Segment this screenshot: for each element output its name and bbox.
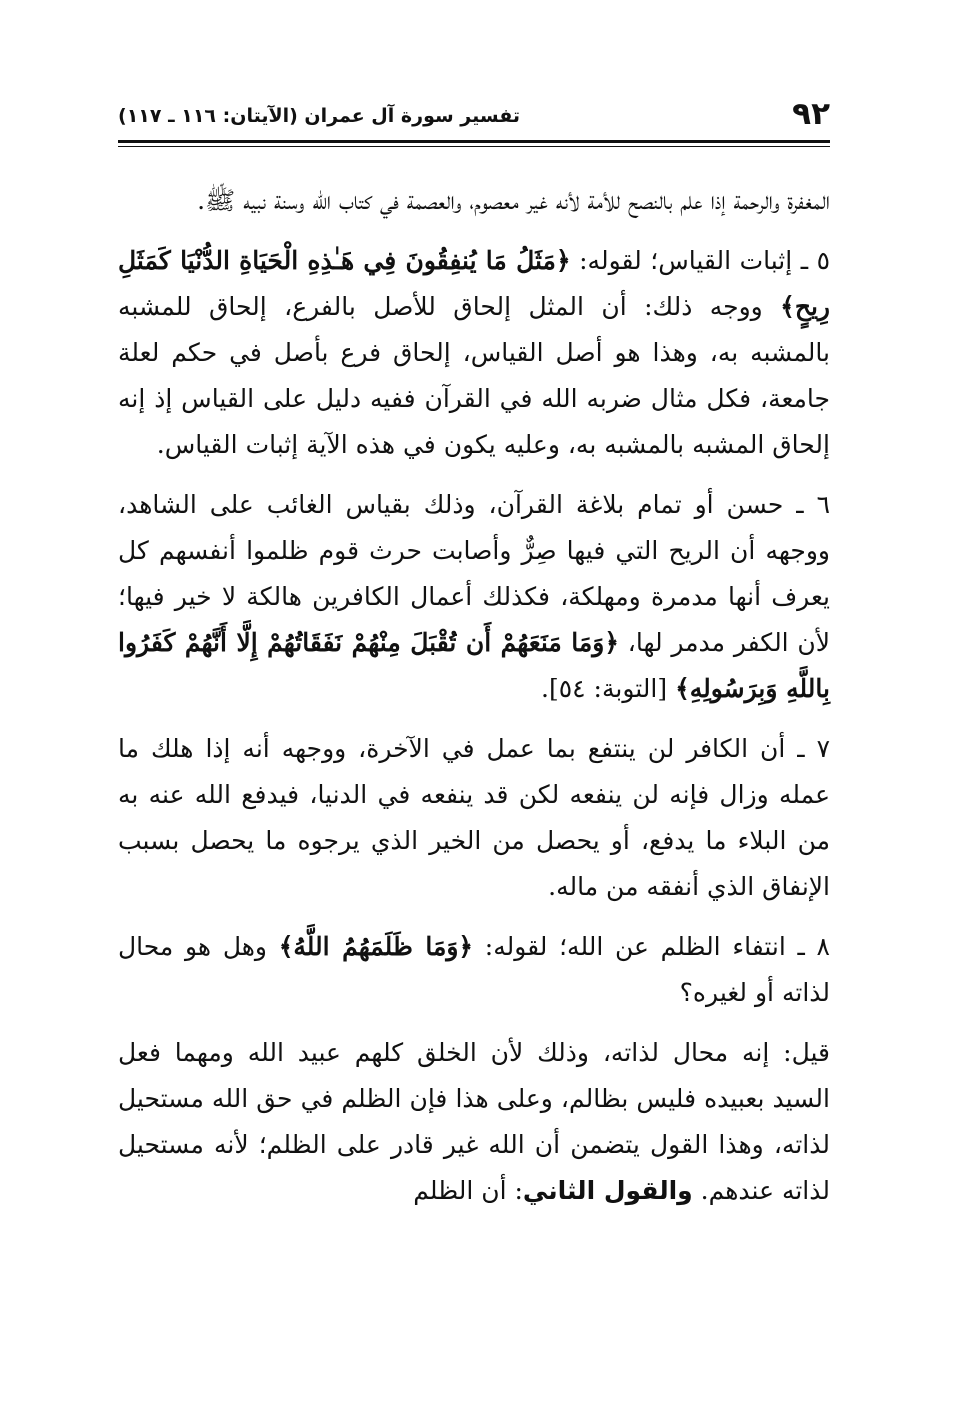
paragraph-1: [118, 178, 830, 224]
header-rule-thin: [118, 146, 830, 147]
body-text: [118, 178, 830, 1228]
paragraph-3: [118, 482, 830, 712]
paragraph-text: ٥ ـ إثبات القياس؛ لقوله:: [570, 246, 830, 275]
quran-verse: ﴿وَمَا مَنَعَهُمْ أَن تُقْبَلَ مِنْهُمْ نَفَقَاتُهُمْ إِلَّا أَنَّهُمْ كَفَرُوا بِاللَّهِ وَبِرَسُولِهِ﴾: [118, 628, 830, 703]
paragraph-text: ٧ ـ أن الكافر لن ينتفع بما عمل في الآخرة، ووجهه أنه إذا هلك ما عمله وزال فإنه لن ينفعه لكن قد ينفعه في الدنيا، فيدفع الله عنه به من البلاء ما يدفع، أو يحصل من الخير الذي يرجوه ما يحصل بسبب الإنفاق الذي أنفقه من ماله.: [118, 734, 830, 901]
paragraph-text: قيل: إنه محال لذاته، وذلك لأن الخلق كلهم عبيد الله ومهما فعل السيد بعبيده فليس بظالم، وعلى هذا فإن الظلم في حق الله مستحيل لذاته، وهذا القول يتضمن أن الله غير قادر على الظلم؛ لأنه مستحيل لذاته عندهم.: [118, 1038, 830, 1205]
paragraph-text: ٦ ـ حسن أو تمام بلاغة القرآن، وذلك بقياس الغائب على الشاهد، ووجهه أن الريح التي فيها صِرٌّ وأصابت حرث قوم ظلموا أنفسهم كل يعرف أنها مدمرة ومهلكة، فكذلك أعمال الكافرين هالكة لا خير فيها؛ لأن الكفر مدمر لها،: [118, 490, 830, 657]
paragraph-2: [118, 238, 830, 468]
paragraph-text: : أن الظلم: [413, 1176, 523, 1205]
paragraph-text: ٨ ـ انتفاء الظلم عن الله؛ لقوله:: [473, 932, 830, 961]
paragraph-text: المغفرة والرحمة إذا علم بالنصح للأمة لأنه غير معصوم، والعصمة في كتاب الله وسنة نبيه ﷺ.: [197, 186, 830, 215]
paragraph-5: [118, 924, 830, 1016]
quran-verse: ﴿مَثَلُ مَا يُنفِقُونَ فِي هَـٰذِهِ الْحَيَاةِ الدُّنْيَا كَمَثَلِ رِيحٍ﴾: [118, 246, 830, 321]
paragraph-text: وهل هو محال لذاته أو لغيره؟: [118, 932, 830, 1007]
verse-reference: [التوبة: ٥٤].: [541, 674, 676, 703]
paragraph-6: [118, 1030, 830, 1214]
page-number: ٩٢: [792, 96, 830, 132]
quran-verse: ﴿وَمَا ظَلَمَهُمُ اللَّهُ﴾: [278, 932, 474, 961]
header-rule-thick: [118, 140, 830, 143]
page-header: [118, 96, 830, 136]
paragraph-text: ووجه ذلك: أن المثل إلحاق للأصل بالفرع، إلحاق للمشبه بالمشبه به، وهذا هو أصل القياس، إلحاق فرع بأصل في حكم لعلة جامعة، فكل مثال ضربه الله في القرآن ففيه دليل على القياس إذ إنه إلحاق المشبه بالمشبه به، وعليه يكون في هذه الآية إثبات القياس.: [118, 292, 830, 459]
paragraph-4: [118, 726, 830, 910]
running-title: تفسير سورة آل عمران (الآيتان: ١١٦ ـ ١١٧): [118, 105, 521, 127]
bold-term: والقول الثاني: [522, 1176, 693, 1205]
